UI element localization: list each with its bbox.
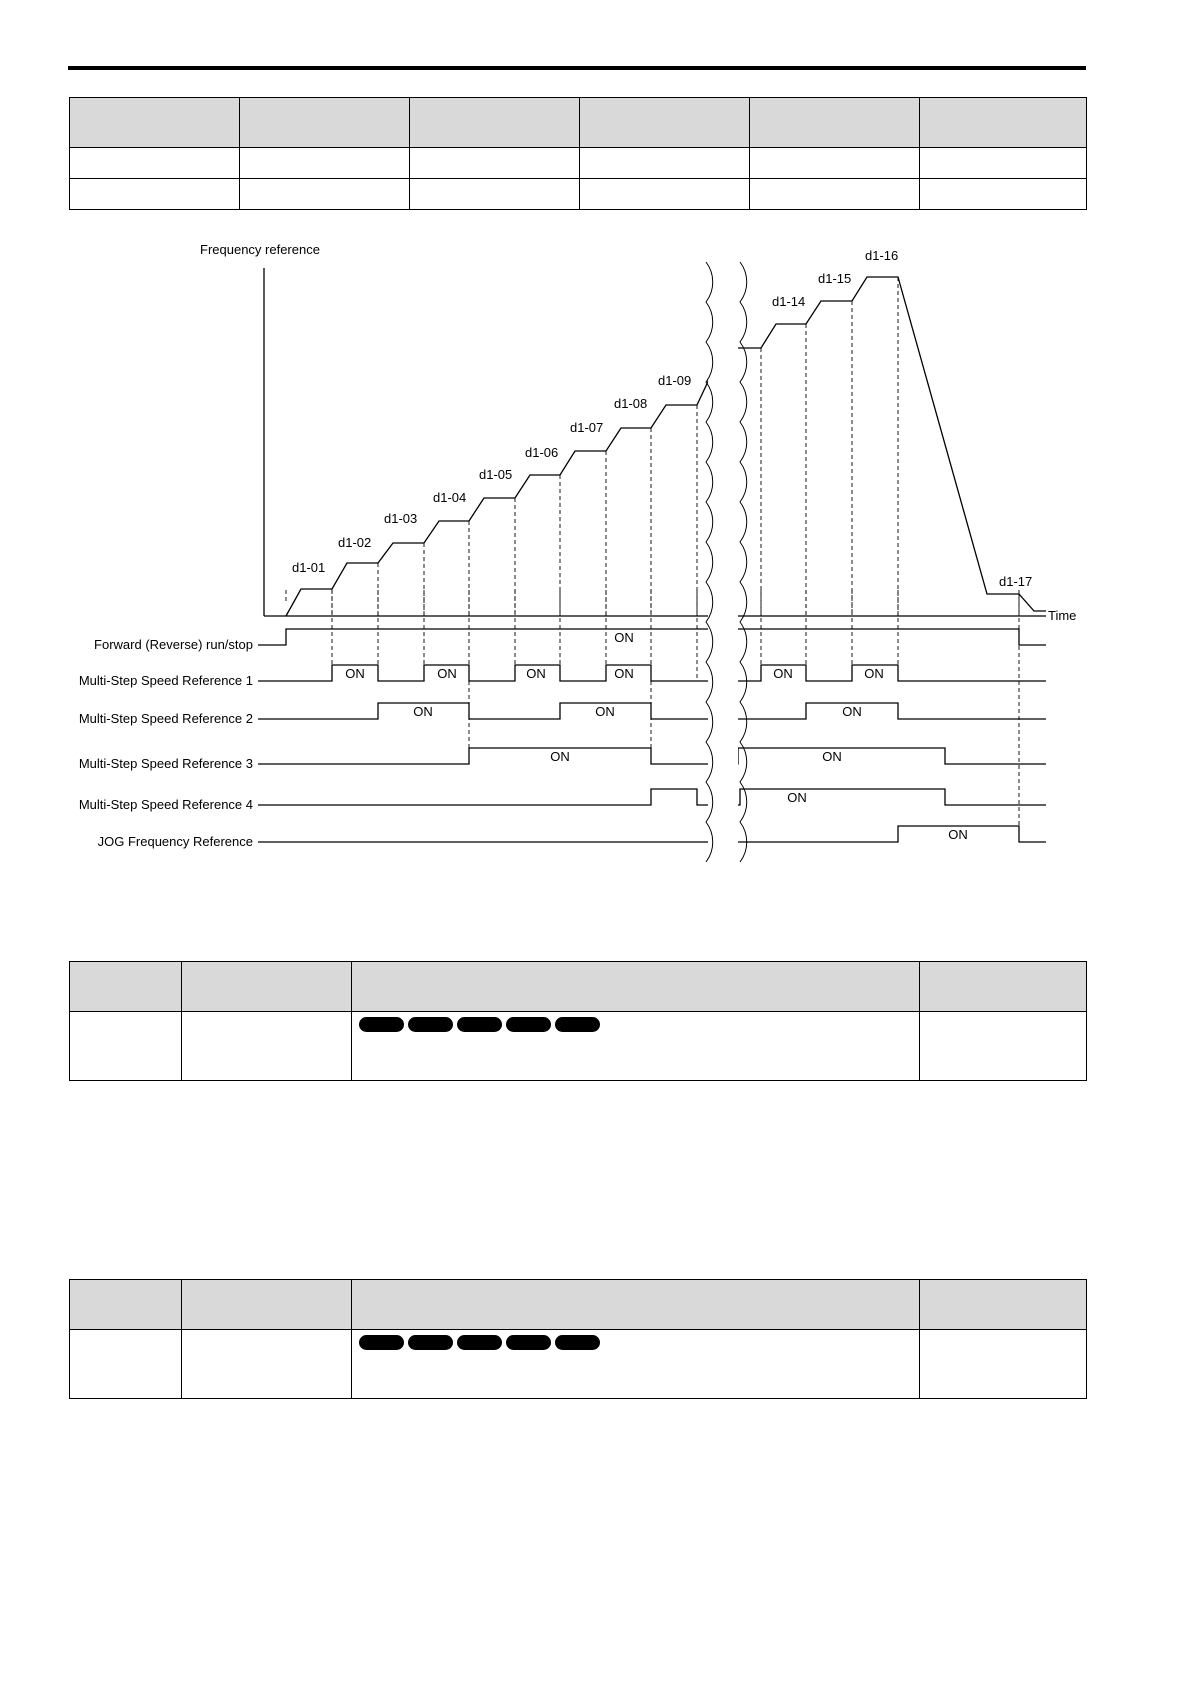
step-label-d1-02: d1-02 [338,535,372,550]
table-row [70,1330,1087,1399]
signal-label: JOG Frequency Reference [97,834,253,849]
step-label-d1-08: d1-08 [614,396,648,411]
on-label: ON [614,630,634,645]
mode-badge [359,1017,404,1032]
frequency-profile-left [286,373,712,616]
signal-trace [258,665,1046,681]
mode-badges [352,1012,919,1032]
step-label-d1-17: d1-17 [999,574,1033,589]
signal-trace [258,629,1046,645]
step-label-d1-03: d1-03 [384,511,418,526]
on-label: ON [948,827,968,842]
mode-badge [506,1017,551,1032]
signal-label: Multi-Step Speed Reference 2 [78,711,253,726]
mode-badge [457,1335,502,1350]
on-label: ON [550,749,570,764]
signal-label: Multi-Step Speed Reference 3 [78,756,253,771]
signal-trace [258,703,1046,719]
signal-trace [258,748,1046,764]
on-label: ON [787,790,807,805]
step-label-d1-09: d1-09 [658,373,692,388]
step-label-d1-15: d1-15 [818,271,852,286]
parameter-table-1 [69,961,1087,1081]
mode-badge [359,1335,404,1350]
step-label-d1-05: d1-05 [479,467,513,482]
parameter-table-2 [69,1279,1087,1399]
table-header-row [70,1280,1087,1330]
table-header-row [70,962,1087,1012]
on-label: ON [842,704,862,719]
step-label-d1-04: d1-04 [433,490,467,505]
signal-label: Forward (Reverse) run/stop [94,637,253,652]
y-axis-label: Frequency reference [200,242,320,257]
mode-badge [555,1017,600,1032]
table-row [70,1012,1087,1081]
mode-badges [352,1330,919,1350]
step-label-d1-07: d1-07 [570,420,604,435]
step-label-d1-06: d1-06 [525,445,559,460]
on-label: ON [864,666,884,681]
on-label: ON [526,666,546,681]
on-label: ON [345,666,365,681]
step-label-d1-14: d1-14 [772,294,806,309]
signal-trace [258,789,1046,805]
signal-label: Multi-Step Speed Reference 1 [78,673,253,688]
signal-label: Multi-Step Speed Reference 4 [78,797,253,812]
on-label: ON [437,666,457,681]
x-axis-label: Time [1048,608,1077,623]
mode-badge [408,1335,453,1350]
on-label: ON [595,704,615,719]
frequency-profile-right [738,277,1046,611]
break-wave-line [740,262,747,862]
on-label: ON [413,704,433,719]
mode-badge [506,1335,551,1350]
on-label: ON [822,749,842,764]
mode-badge [457,1017,502,1032]
step-label-d1-01: d1-01 [292,560,326,575]
on-label: ON [614,666,634,681]
step-label-d1-16: d1-16 [865,248,899,263]
signal-trace [258,826,1046,842]
mode-badge [408,1017,453,1032]
mode-badge [555,1335,600,1350]
on-label: ON [773,666,793,681]
